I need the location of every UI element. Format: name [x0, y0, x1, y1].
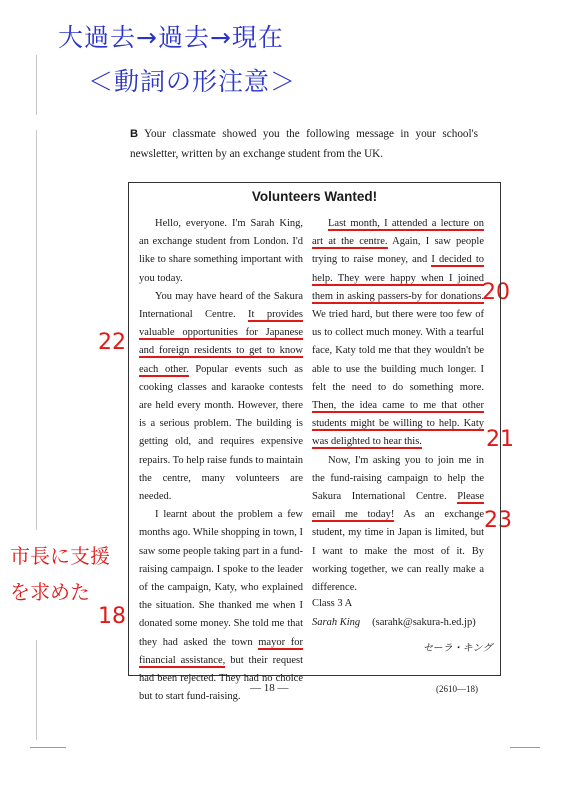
- message-paragraph-5: [312, 452, 484, 598]
- underlined-passage-20: I decided to help. They were happy when I joined them in asking passers-by for donations.: [312, 254, 484, 302]
- message-title: Volunteers Wanted!: [251, 189, 378, 204]
- message-left-column: [139, 215, 303, 706]
- annotation-number-18: 18: [98, 604, 126, 629]
- message-paragraph-1: Hello, everyone. I'm Sarah King, an exchange student from London. I'd like to share something important with you today.: [139, 218, 303, 284]
- annotation-number-23: 23: [484, 508, 512, 533]
- annotation-number-21: 21: [486, 427, 514, 452]
- margin-rule: [36, 130, 37, 530]
- question-label: B: [130, 128, 139, 140]
- underlined-passage-21: Then, the idea came to me that other students might be willing to help. Katy was delighted to hear this.: [312, 400, 484, 448]
- underlined-passage-22: It provides valuable opportunities for Japanese and foreign residents to get to know each other.: [139, 309, 304, 375]
- underlined-passage-lecture: Last month, I attended a lecture on art at the centre.: [312, 218, 484, 248]
- footer-rule: [510, 747, 540, 748]
- signature-line: [312, 617, 476, 628]
- page-code: (2610—18): [436, 684, 478, 694]
- signature-handwritten: セーラ・キング: [423, 643, 493, 654]
- footer-rule: [30, 747, 66, 748]
- annotation-title-line1: 大過去→過去→現在: [58, 23, 284, 52]
- text-span: As an exchange student, my time in Japan is limited, but I want to make the most of it. By working together, we can really make a difference.: [312, 509, 484, 594]
- text-span: I learnt about the problem a few months ago. While shopping in town, I saw some people taking part in a fund-raising campaign. I spoke to the leader of the campaign, Katy, who explained the situation. She thanked me when I donated some money. She told me that they had asked the town: [139, 509, 303, 648]
- text-span: Now, I'm asking you to join me in the fund-raising campaign to help the Sakura International Centre.: [312, 454, 484, 503]
- text-span: Again, I saw people trying to raise money, and: [312, 236, 485, 266]
- margin-rule: [36, 640, 37, 740]
- message-paragraph-2: [139, 288, 303, 506]
- text-span: We tried hard, but there were too few of us to collect much money. With a tearful face, Katy told me that they wouldn't be able to use the building much longer. I felt the need to do something more.: [312, 309, 484, 393]
- annotation-title-line2: ＜動詞の形注意＞: [88, 67, 297, 96]
- text-span: but their request had been rejected. They had no choice but to start fund-raising.: [139, 654, 304, 703]
- text-span: Popular events such as cooking classes and karaoke contests are held every month. However, there is a serious problem. The building is getting old, and requires expensive repairs. To help raise funds to maintain the centre, many volunteers are needed.: [139, 363, 304, 503]
- annotation-side-line2: を求めた: [10, 580, 90, 604]
- annotation-side-line1: 市長に支援: [10, 544, 110, 568]
- page-number: — 18 —: [250, 682, 289, 694]
- question-intro: [130, 124, 478, 164]
- message-paragraph-3: [139, 506, 303, 706]
- underlined-passage-23: Please email me today!: [312, 491, 485, 521]
- text-span: You may have heard of the Sakura International Centre.: [139, 290, 303, 321]
- annotation-number-20: 20: [482, 280, 510, 305]
- signature-class: Class 3 A: [312, 598, 353, 609]
- signature-name: Sarah King: [312, 617, 361, 628]
- message-paragraph-4: [312, 215, 484, 452]
- question-intro-text: Your classmate showed you the following message in your school's newsletter, written by an exchange student from the UK.: [130, 128, 478, 160]
- margin-rule: [36, 55, 37, 115]
- underlined-passage-18: mayor for financial assistance,: [139, 636, 303, 666]
- annotation-number-22: 22: [98, 330, 126, 355]
- signature-email: (sarahk@sakura-h.ed.jp): [372, 617, 476, 628]
- message-right-column: [312, 215, 484, 597]
